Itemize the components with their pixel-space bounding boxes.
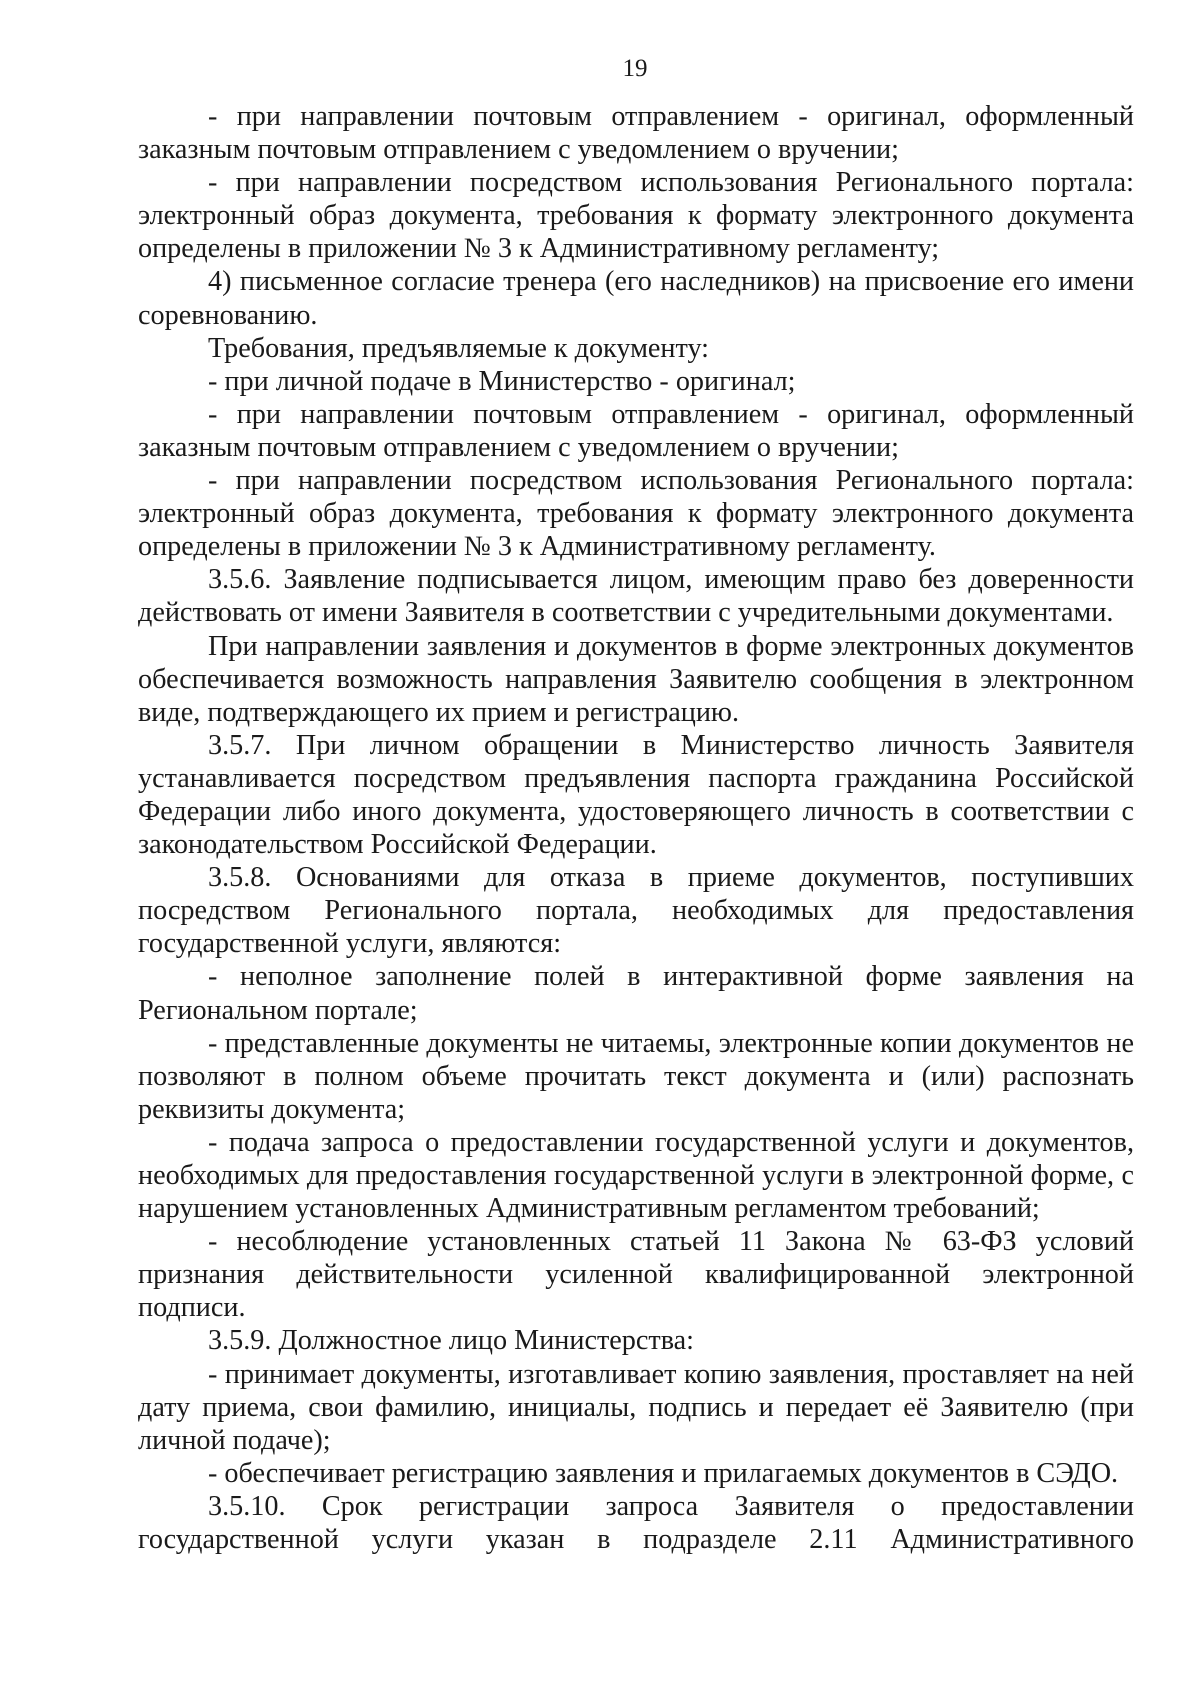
paragraph: Требования, предъявляемые к документу: bbox=[208, 332, 710, 364]
page-number: 19 bbox=[622, 55, 648, 82]
paragraph: 3.5.8. Основаниями для отказа в приеме документов, поступивших посредством Регионального портала, необходимых для предоставления государственной услуги, являются: bbox=[138, 862, 1134, 960]
paragraph: - представленные документы не читаемы, электронные копии документов не позволяют в полном объеме прочитать текст документа и (или) распознать реквизиты документа; bbox=[138, 1027, 1134, 1125]
paragraph: - при личной подаче в Министерство - оригинал; bbox=[208, 365, 796, 397]
document-body bbox=[138, 100, 1134, 1556]
paragraph: - обеспечивает регистрацию заявления и прилагаемых документов в СЭДО. bbox=[208, 1457, 1119, 1489]
paragraph: - при направлении почтовым отправлением - оригинал, оформленный заказным почтовым отправлением с уведомлением о вручении; bbox=[138, 101, 1134, 166]
paragraph: - подача запроса о предоставлении государственной услуги и документов, необходимых для предоставления государственной услуги в электронной форме, с нарушением установленных Административным регламентом требований; bbox=[138, 1126, 1134, 1225]
paragraph: - принимает документы, изготавливает копию заявления, проставляет на ней дату приема, свои фамилию, инициалы, подпись и передает её Заявителю (при личной подаче); bbox=[138, 1358, 1134, 1456]
paragraph: - при направлении посредством использования Регионального портала: электронный образ документа, требования к формату электронного документа определены в приложении № 3 к Административному регламенту. bbox=[138, 465, 1134, 563]
paragraph: 3.5.10. Срок регистрации запроса Заявителя о предоставлении государственной услуги указан в подразделе 2.11 Административного bbox=[138, 1490, 1134, 1556]
paragraph: - несоблюдение установленных статьей 11 Закона № 63-ФЗ условий признания действительности усиленной квалифицированной электронной подписи. bbox=[138, 1226, 1134, 1324]
paragraph: 3.5.6. Заявление подписывается лицом, имеющим право без доверенности действовать от имени Заявителя в соответствии с учредительными документами. bbox=[138, 564, 1134, 629]
paragraph: При направлении заявления и документов в форме электронных документов обеспечивается возможность направления Заявителю сообщения в электронном виде, подтверждающего их прием и регистрацию. bbox=[138, 630, 1134, 728]
paragraph: 3.5.7. При личном обращении в Министерство личность Заявителя устанавливается посредством предъявления паспорта гражданина Российской Федерации либо иного документа, удостоверяющего личность в соответствии с законодательством Российской Федерации. bbox=[138, 729, 1134, 861]
paragraph: - неполное заполнение полей в интерактивной форме заявления на Региональном портале; bbox=[138, 961, 1134, 1026]
paragraph: - при направлении посредством использования Регионального портала: электронный образ документа, требования к формату электронного документа определены в приложении № 3 к Административному регламенту; bbox=[138, 167, 1134, 265]
paragraph: 3.5.9. Должностное лицо Министерства: bbox=[208, 1325, 694, 1357]
paragraph: - при направлении почтовым отправлением - оригинал, оформленный заказным почтовым отправлением с уведомлением о вручении; bbox=[138, 398, 1134, 463]
paragraph: 4) письменное согласие тренера (его наследников) на присвоение его имени соревнованию. bbox=[138, 266, 1134, 331]
